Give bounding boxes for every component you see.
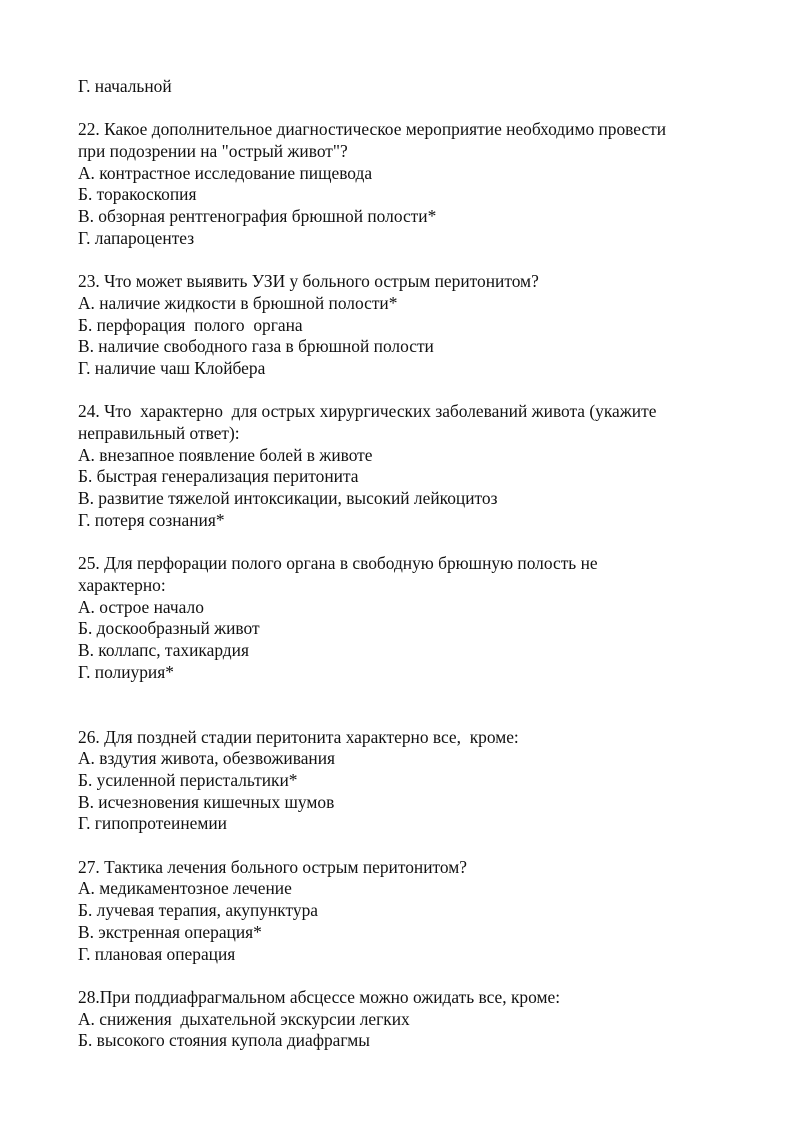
question-26 <box>78 727 728 835</box>
answer-option: Г. лапароцентез <box>78 227 195 248</box>
answer-option: Б. доскообразный живот <box>78 618 260 639</box>
answer-option: В. наличие свободного газа в брюшной полости <box>78 336 434 357</box>
question-text-line: 28.При поддиафрагмальном абсцессе можно ожидать все, кроме: <box>78 986 561 1007</box>
answer-option: Г. полиурия* <box>78 661 174 682</box>
answer-option: А. контрастное исследование пищевода <box>78 162 373 183</box>
question-text-line: при подозрении на "острый живот"? <box>78 141 348 162</box>
answer-option: Г. плановая операция <box>78 943 236 964</box>
spacer <box>78 683 728 726</box>
spacer <box>78 380 728 402</box>
answer-option: Б. торакоскопия <box>78 184 197 205</box>
answer-option: А. медикаментозное лечение <box>78 878 292 899</box>
answer-option: В. экстренная операция* <box>78 921 262 942</box>
answer-option: Г. потеря сознания* <box>78 509 225 530</box>
answer-option: А. наличие жидкости в брюшной полости* <box>78 292 398 313</box>
answer-option: Б. лучевая терапия, акупунктура <box>78 900 319 921</box>
question-text-line: 23. Что может выявить УЗИ у больного острым перитонитом? <box>78 271 539 292</box>
question-text-line: характерно: <box>78 574 166 595</box>
question-22 <box>78 119 728 249</box>
document-page <box>78 76 728 1052</box>
answer-option: Б. усиленной перистальтики* <box>78 770 298 791</box>
question-text-line: 25. Для перфорации полого органа в свободную брюшную полость не <box>78 553 598 574</box>
spacer <box>78 250 728 272</box>
answer-option: В. развитие тяжелой интоксикации, высокий лейкоцитоз <box>78 488 498 509</box>
question-text-line: неправильный ответ): <box>78 423 240 443</box>
answer-option: А. внезапное появление болей в животе <box>78 444 373 465</box>
spacer <box>78 835 728 857</box>
question-text-line: 24. Что характерно для острых хирургических заболеваний живота (укажите <box>78 401 657 422</box>
question-28 <box>78 987 728 1052</box>
answer-option: В. обзорная рентгенография брюшной полости* <box>78 206 437 227</box>
leading-answer: Г. начальной <box>78 76 172 96</box>
spacer <box>78 965 728 987</box>
answer-option: В. исчезновения кишечных шумов <box>78 791 335 812</box>
question-text-line: 22. Какое дополнительное диагностическое мероприятие необходимо провести <box>78 119 667 140</box>
question-25 <box>78 553 728 683</box>
spacer <box>78 531 728 553</box>
answer-option: А. острое начало <box>78 596 204 617</box>
answer-option: А. снижения дыхательной экскурсии легких <box>78 1008 410 1029</box>
answer-option: Г. наличие чаш Клойбера <box>78 357 266 378</box>
answer-option: Г. гипопротеинемии <box>78 813 227 834</box>
question-24 <box>78 401 728 531</box>
answer-option: Б. быстрая генерализация перитонита <box>78 466 359 487</box>
answer-option: Б. высокого стояния купола диафрагмы <box>78 1030 370 1051</box>
question-27 <box>78 857 728 965</box>
spacer <box>78 98 728 120</box>
answer-option: Б. перфорация полого органа <box>78 314 303 335</box>
answer-option: А. вздутия живота, обезвоживания <box>78 748 336 769</box>
question-23 <box>78 271 728 379</box>
question-text-line: 27. Тактика лечения больного острым перитонитом? <box>78 856 467 877</box>
question-text-line: 26. Для поздней стадии перитонита характерно все, кроме: <box>78 726 519 747</box>
answer-option: В. коллапс, тахикардия <box>78 639 249 660</box>
